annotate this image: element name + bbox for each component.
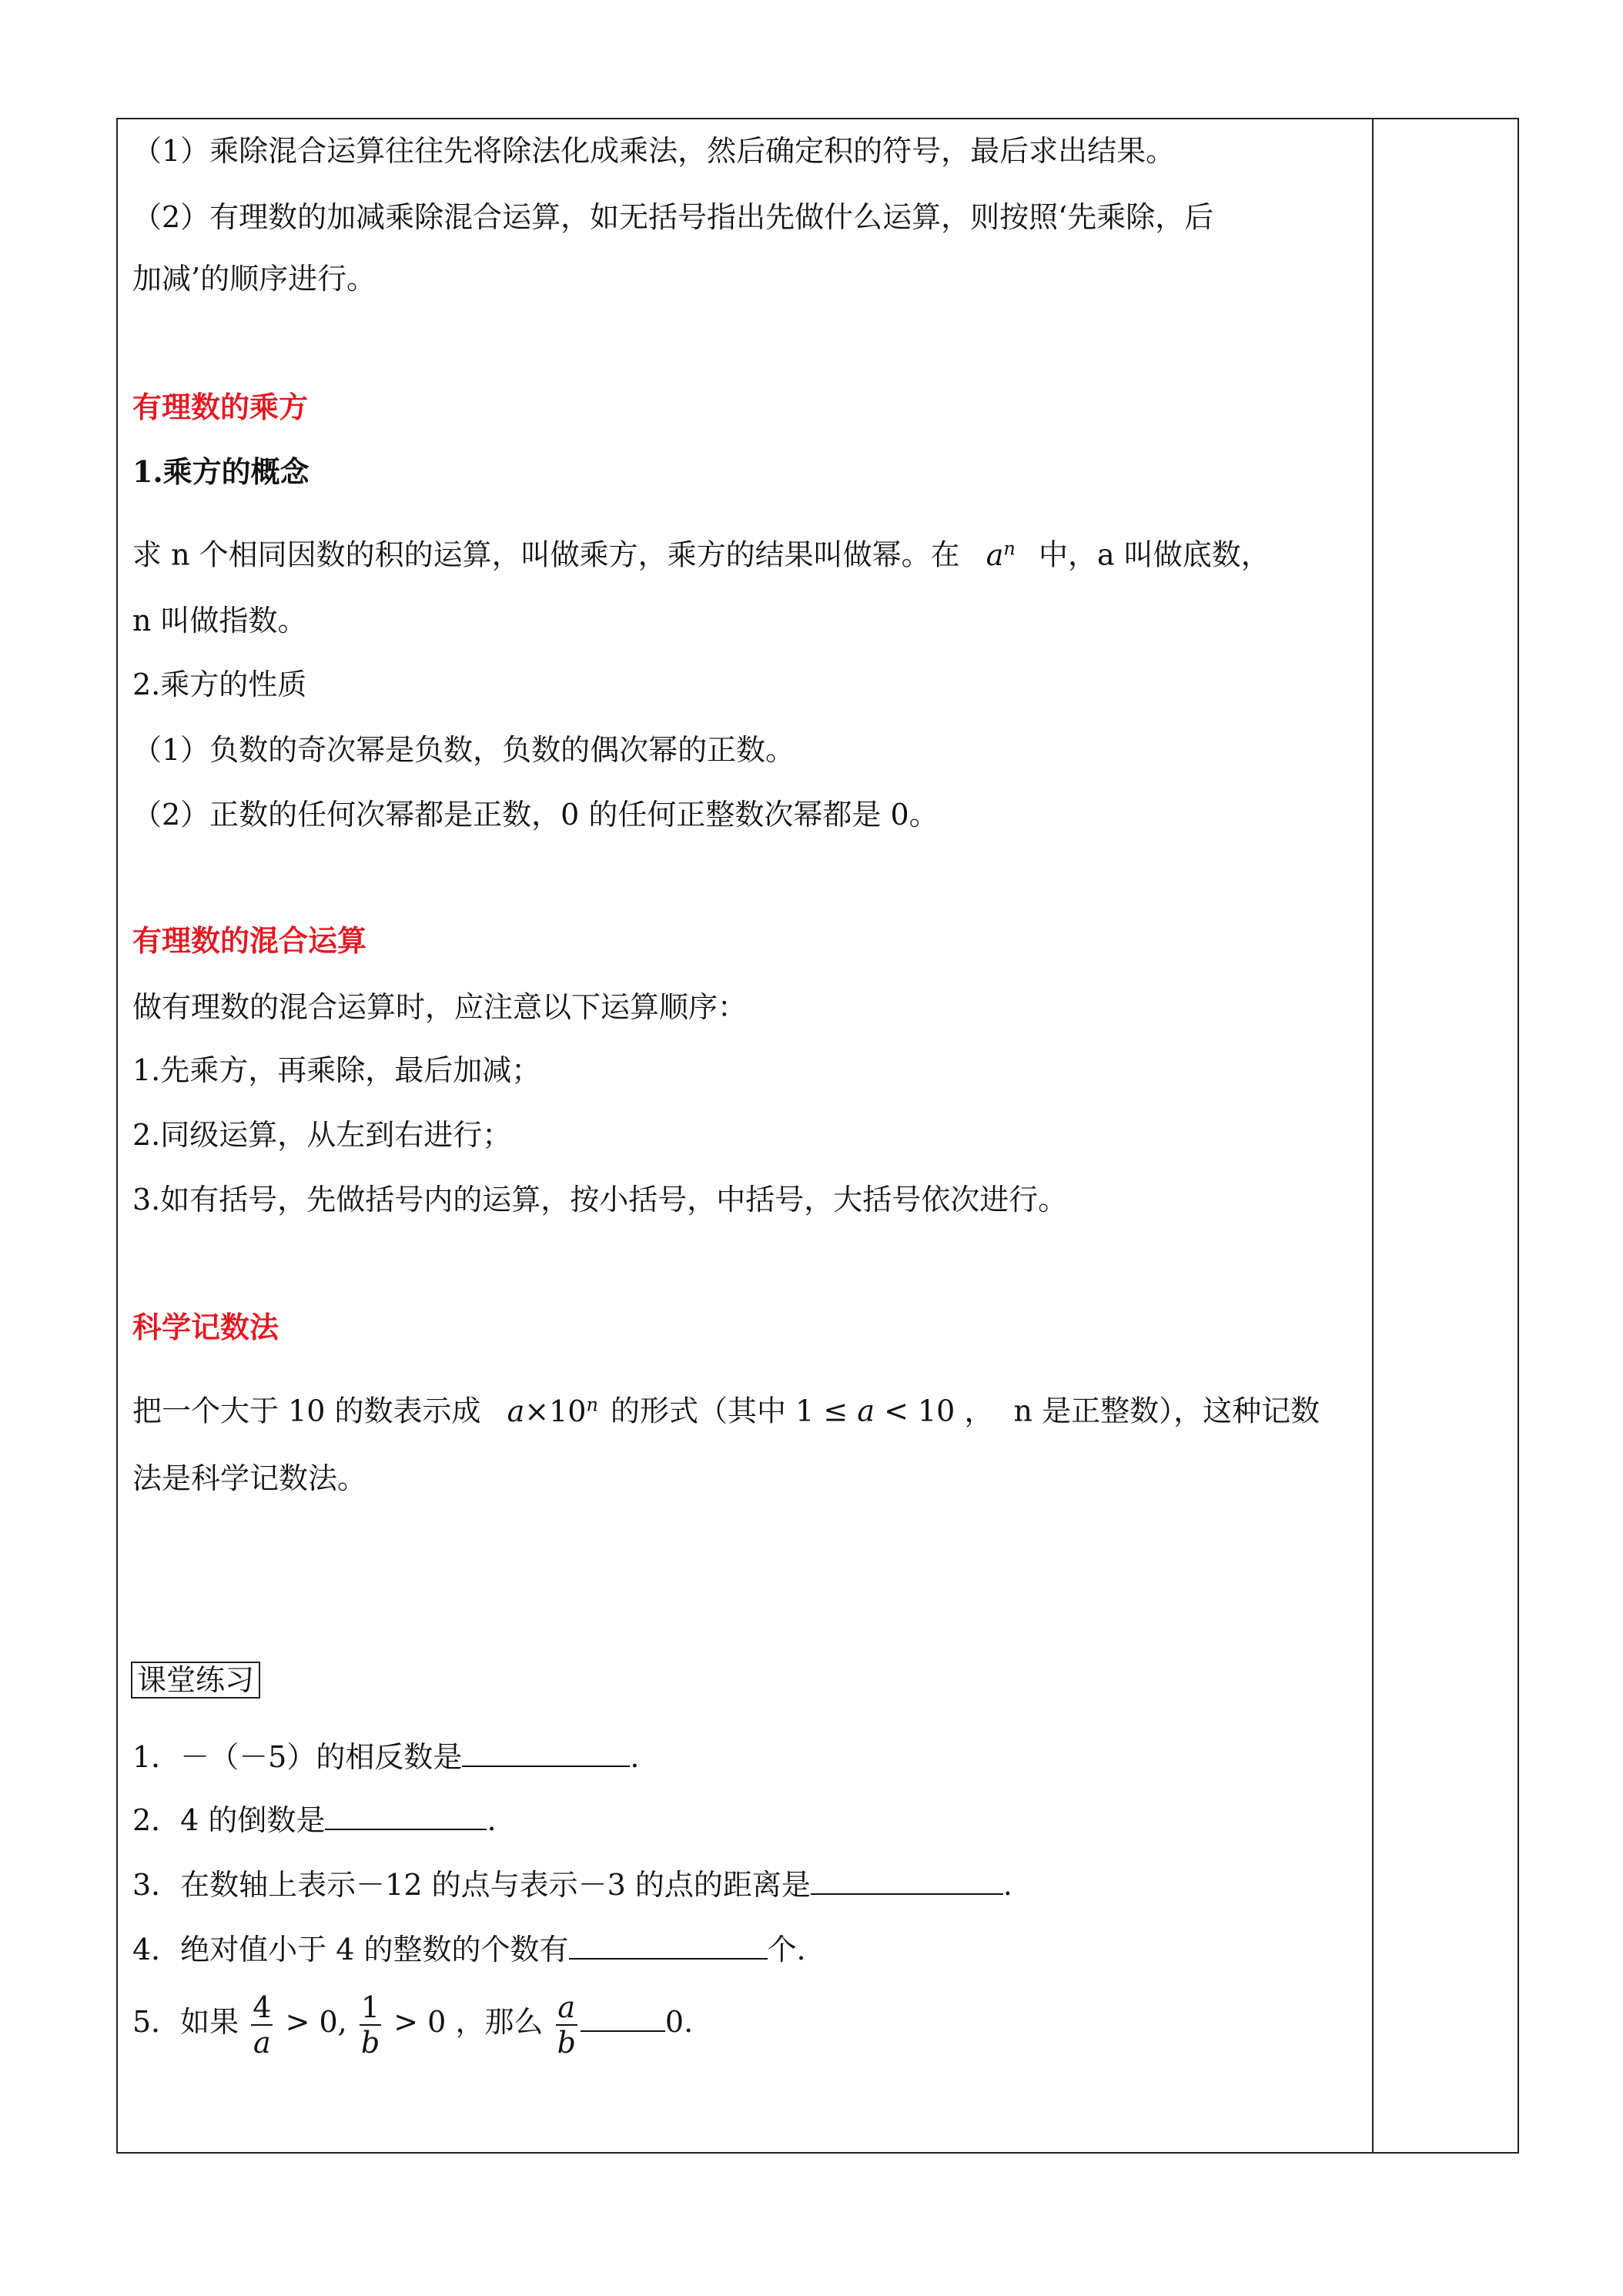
sci-text-d: n 是正整数），这种记数: [1013, 1394, 1320, 1428]
intro-rule-3: 加减’的顺序进行。: [132, 262, 376, 296]
answer-blank-2[interactable]: [325, 1802, 487, 1830]
sci-range-formula: 1 ≤ a < 10: [795, 1394, 955, 1428]
answer-blank-1[interactable]: [462, 1739, 630, 1767]
practice-title-box: 课堂练习: [131, 1662, 260, 1699]
power-property-title: 2.乘方的性质: [132, 668, 307, 701]
mixed-step-2: 2.同级运算，从左到右进行；: [132, 1118, 512, 1152]
question-3-end: .: [1002, 1868, 1012, 1902]
question-5-condition-b: > 0: [393, 2005, 447, 2039]
question-1-end: .: [630, 1740, 640, 1774]
question-3: [132, 1866, 1012, 1903]
answer-blank-4[interactable]: [569, 1932, 768, 1960]
intro-rule-2: （2）有理数的加减乘除混合运算，如无括号指出先做什么运算，则按照‘先乘除，后: [132, 200, 1214, 234]
question-1: [132, 1739, 639, 1776]
question-4-text: 4．绝对值小于 4 的整数的个数有: [132, 1933, 569, 1966]
answer-blank-3[interactable]: [811, 1867, 1003, 1895]
question-5-text: 5．如果: [132, 2005, 239, 2039]
question-2-text: 2．4 的倒数是: [132, 1803, 326, 1837]
fraction-4-over-a: $\frac{4}{a}$: [253, 1990, 272, 2060]
power-heading: 有理数的乘方: [132, 390, 309, 424]
question-5: [132, 1986, 693, 2060]
question-5-condition-a: > 0,: [285, 2005, 347, 2039]
question-2-end: .: [487, 1803, 497, 1837]
concept-text-b: 中，a 叫做底数，: [1038, 537, 1270, 572]
practice-title: [132, 1662, 260, 1699]
question-3-text: 3．在数轴上表示－12 的点与表示－3 的点的距离是: [132, 1868, 811, 1902]
power-property-2: （2）正数的任何次幂都是正数，0 的任何正整数次幂都是 0。: [132, 798, 939, 832]
question-4: [132, 1931, 806, 1968]
question-4-end: 个.: [767, 1933, 806, 1966]
question-5-text-2: ，那么: [455, 2005, 544, 2039]
power-formula: $a^n$: [986, 537, 1016, 572]
power-concept-title: 1.乘方的概念: [132, 454, 310, 489]
column-divider: [1372, 118, 1374, 2154]
sci-text-b: 的形式（其中: [611, 1394, 787, 1428]
power-property-1: （1）负数的奇次幂是负数，负数的偶次幂的正数。: [132, 733, 795, 767]
fraction-1-over-b: $\frac{1}{b}$: [360, 1990, 380, 2060]
answer-blank-5[interactable]: [581, 2007, 665, 2032]
mixed-step-1: 1.先乘方，再乘除，最后加减；: [132, 1053, 541, 1087]
sci-line-1: [132, 1386, 1320, 1430]
concept-text-a: 求 n 个相同因数的积的运算，叫做乘方，乘方的结果叫做幂。在: [132, 537, 960, 572]
power-concept-line-2: n 叫做指数。: [132, 604, 307, 638]
sci-text-c: ，: [964, 1394, 994, 1428]
question-1-text: 1．－（－5）的相反数是: [132, 1740, 463, 1774]
mixed-intro: 做有理数的混合运算时，应注意以下运算顺序：: [132, 990, 748, 1024]
sci-heading: 科学记数法: [132, 1310, 279, 1344]
question-2: [132, 1802, 497, 1839]
power-concept-line: [132, 530, 1270, 574]
intro-rule-1: （1）乘除混合运算往往先将除法化成乘法，然后确定积的符号，最后求出结果。: [132, 134, 1176, 168]
fraction-a-over-b: $\frac{a}{b}$: [557, 1990, 576, 2060]
mixed-step-3: 3.如有括号，先做括号内的运算，按小括号，中括号，大括号依次进行。: [132, 1183, 1068, 1217]
mixed-heading: 有理数的混合运算: [132, 923, 367, 958]
sci-text-a: 把一个大于 10 的数表示成: [132, 1394, 481, 1428]
question-5-end: 0.: [664, 2005, 694, 2039]
sci-formula: $a\times 10^n$: [507, 1394, 598, 1428]
sci-line-2: 法是科学记数法。: [132, 1461, 367, 1495]
